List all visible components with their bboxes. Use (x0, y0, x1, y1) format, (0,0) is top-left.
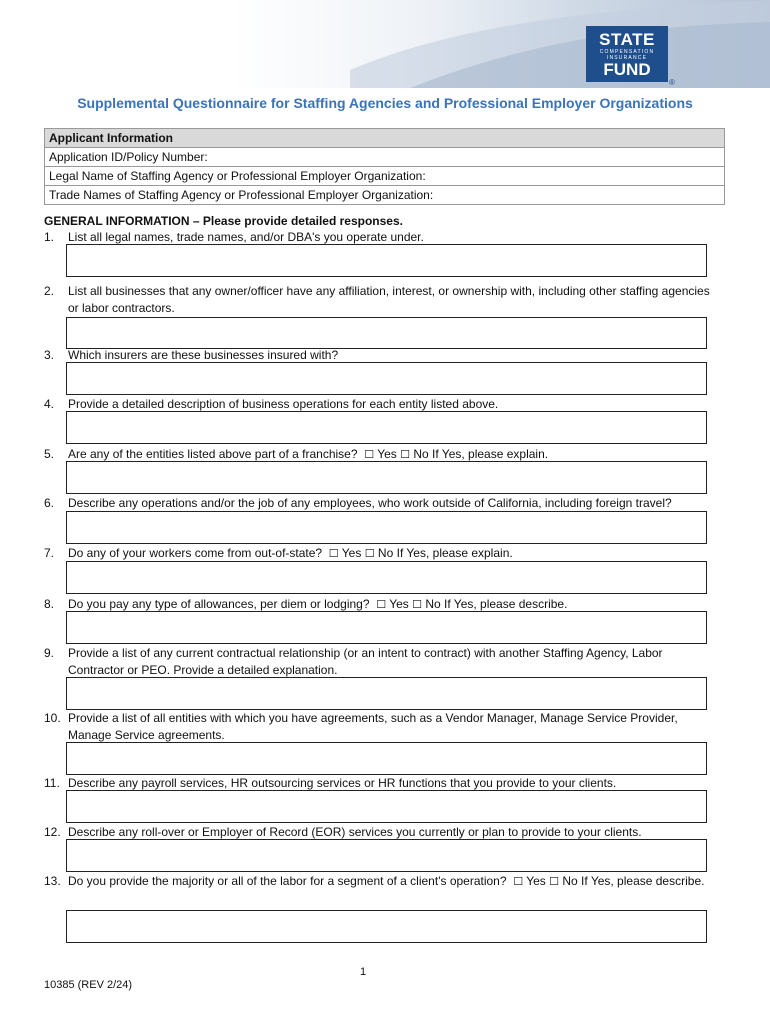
question-text: Describe any payroll services, HR outsourcing services or HR functions that you provide to your clients. (68, 776, 617, 790)
trade-names-field[interactable]: Trade Names of Staffing Agency or Professional Employer Organization: (45, 186, 725, 205)
question-7 (44, 545, 714, 562)
question-line (68, 873, 714, 890)
yes-checkbox[interactable]: ☐ (376, 598, 387, 611)
question-text: Do you pay any type of allowances, per diem or lodging? (68, 597, 370, 611)
logo-line-state: STATE (599, 30, 655, 49)
question-number: 6. (44, 496, 55, 510)
answer-box-8[interactable] (66, 611, 707, 644)
answer-box-10[interactable] (66, 742, 707, 775)
no-label: No (562, 874, 578, 888)
no-label: No (377, 546, 394, 560)
yes-checkbox[interactable]: ☐ (328, 547, 339, 560)
answer-box-3[interactable] (66, 362, 707, 395)
question-text: Provide a detailed description of business operations for each entity listed above. (68, 397, 499, 411)
question-number: 4. (44, 397, 55, 411)
answer-box-12[interactable] (66, 839, 707, 872)
question-number: 2. (44, 284, 55, 298)
applicant-info-heading: Applicant Information (45, 129, 725, 148)
registered-mark: ® (669, 78, 675, 87)
question-9 (44, 645, 714, 679)
yes-label: Yes (341, 546, 362, 560)
form-revision: 10385 (REV 2/24) (44, 979, 133, 991)
question-text: Do you provide the majority or all of the labor for a segment of a client's operation? (68, 874, 507, 888)
answer-box-11[interactable] (66, 790, 707, 823)
answer-box-4[interactable] (66, 411, 707, 444)
application-id-field[interactable]: Application ID/Policy Number: (45, 148, 725, 167)
question-text: Describe any roll-over or Employer of Record (EOR) services you currently or plan to provide to your clients. (68, 825, 642, 839)
general-info-heading: GENERAL INFORMATION – Please provide detailed responses. (44, 214, 403, 228)
answer-box-1[interactable] (66, 244, 707, 277)
logo-line-compensation: COMPENSATION (599, 49, 655, 55)
answer-box-7[interactable] (66, 561, 707, 594)
follow-up-text: If Yes, please describe. (581, 874, 705, 888)
question-number: 9. (44, 646, 55, 660)
question-text: Describe any operations and/or the job of any employees, who work outside of California, including foreign travel? (68, 496, 672, 510)
question-text: Provide a list of any current contractual relationship (or an intent to contract) with another Staffing Agency, Labor Contractor or PEO. Provide a detailed explanation. (68, 646, 663, 677)
yes-label: Yes (526, 874, 546, 888)
question-number: 12. (44, 825, 61, 839)
question-10 (44, 710, 714, 744)
no-checkbox[interactable]: ☐ (549, 875, 559, 888)
follow-up-text: If Yes, please describe. (444, 597, 568, 611)
question-number: 7. (44, 546, 55, 560)
question-number: 5. (44, 447, 55, 461)
question-number: 13. (44, 874, 61, 888)
question-2 (44, 283, 714, 317)
no-checkbox[interactable]: ☐ (412, 598, 422, 611)
yes-label: Yes (389, 597, 409, 611)
question-number: 1. (44, 230, 55, 244)
question-text: Do any of your workers come from out-of-state? (68, 546, 323, 560)
answer-box-2[interactable] (66, 317, 707, 349)
question-text: List all legal names, trade names, and/or DBA's you operate under. (68, 230, 424, 244)
no-label: No (425, 597, 441, 611)
question-text: Which insurers are these businesses insured with? (68, 348, 339, 362)
decorative-swoosh (350, 0, 770, 88)
answer-box-6[interactable] (66, 511, 707, 544)
state-fund-logo (586, 26, 668, 82)
yes-checkbox[interactable]: ☐ (364, 448, 375, 461)
legal-name-field[interactable]: Legal Name of Staffing Agency or Professional Employer Organization: (45, 167, 725, 186)
yes-label: Yes (377, 447, 397, 461)
follow-up-text: If Yes, please explain. (396, 546, 513, 560)
no-label: No (413, 447, 429, 461)
question-text: Are any of the entities listed above part of a franchise? (68, 447, 358, 461)
logo-line-insurance: INSURANCE (606, 55, 648, 61)
question-number: 10. (44, 711, 61, 725)
question-text: List all businesses that any owner/officer have any affiliation, interest, or ownership with, including other staffing agencies or labor contractors. (68, 284, 710, 315)
answer-box-13[interactable] (66, 910, 707, 943)
page-number: 1 (360, 966, 367, 978)
page-title: Supplemental Questionnaire for Staffing Agencies and Professional Employer Organizations (77, 95, 693, 111)
answer-box-5[interactable] (66, 461, 707, 494)
answer-box-9[interactable] (66, 677, 707, 710)
no-checkbox[interactable]: ☐ (364, 547, 375, 560)
applicant-info-table (44, 128, 725, 205)
question-13 (44, 873, 714, 890)
question-6 (44, 495, 714, 512)
question-number: 3. (44, 348, 55, 362)
no-checkbox[interactable]: ☐ (400, 448, 410, 461)
yes-checkbox[interactable]: ☐ (513, 875, 524, 888)
question-text: Provide a list of all entities with which you have agreements, such as a Vendor Manager, Manage Service Provider, Manage Service agreements. (68, 711, 678, 742)
follow-up-text: If Yes, please explain. (432, 447, 549, 461)
question-line (68, 545, 714, 562)
logo-line-fund: FUND (603, 60, 651, 79)
question-number: 8. (44, 597, 55, 611)
question-number: 11. (44, 776, 60, 790)
